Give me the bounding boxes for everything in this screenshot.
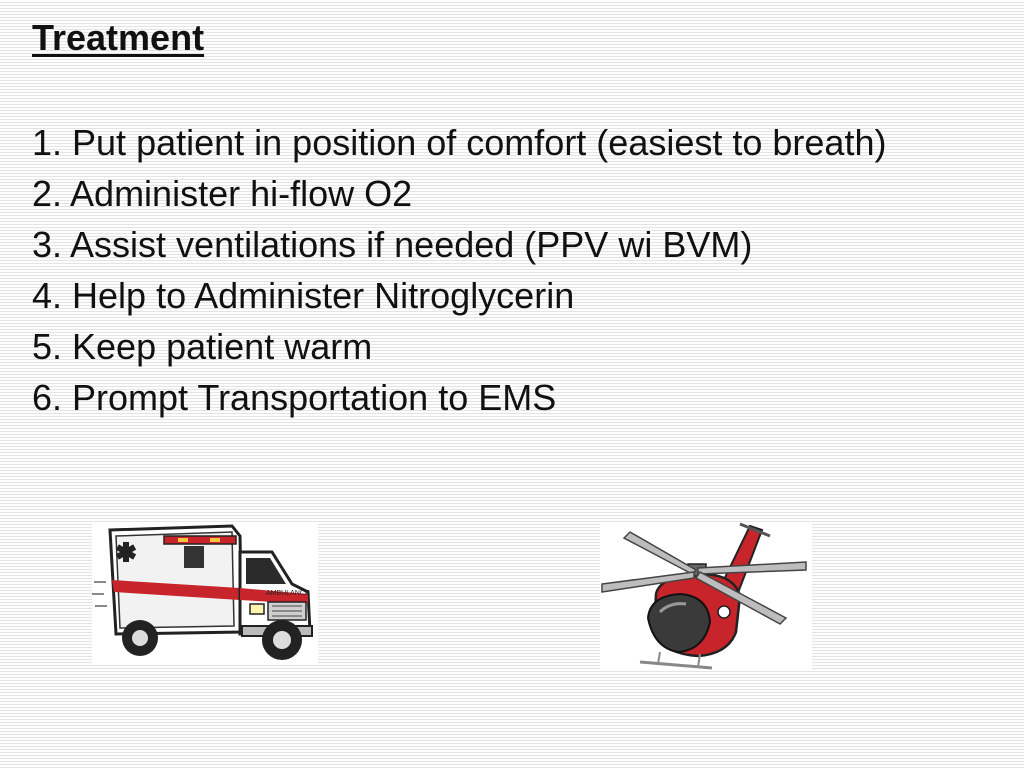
list-item: 3. Assist ventilations if needed (PPV wi BVM) xyxy=(32,224,753,265)
slide-title: Treatment xyxy=(32,17,205,58)
ambulance-image xyxy=(92,522,318,664)
list-item: 2. Administer hi-flow O2 xyxy=(32,173,413,214)
list-item: 6. Prompt Transportation to EMS xyxy=(32,377,557,418)
list-item: 1. Put patient in position of comfort (easiest to breath) xyxy=(32,122,887,163)
helicopter-icon xyxy=(600,522,812,670)
helicopter-image xyxy=(600,522,812,670)
ambulance-label: AMBULANCE xyxy=(266,590,310,597)
list-item: 4. Help to Administer Nitroglycerin xyxy=(32,275,575,316)
ambulance-icon xyxy=(92,522,318,664)
list-item: 5. Keep patient warm xyxy=(32,326,373,367)
treatment-list xyxy=(32,117,972,423)
